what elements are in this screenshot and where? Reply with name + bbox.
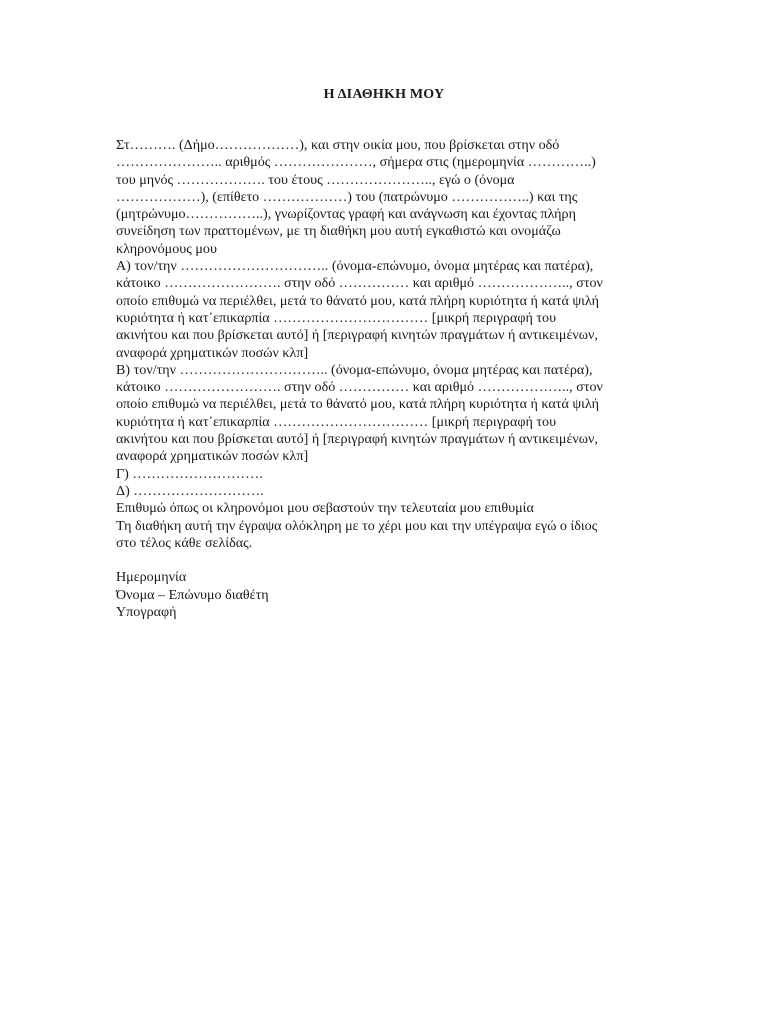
body-line: Στ………. (Δήμο………………), και στην οικία μου, που βρίσκεται στην οδό	[116, 137, 560, 153]
body-line: ακινήτου και που βρίσκεται αυτό] ή [περιγραφή κινητών πραγμάτων ή αντικειμένων,	[116, 431, 598, 448]
body-line: κυριότητα ή κατ᾽επικαρπία …………………………… [μικρή περιγραφή του	[116, 309, 557, 326]
date-label: Ημερομηνία	[116, 569, 187, 586]
spacer	[116, 552, 656, 569]
heir-b-line: Β) τον/την ………………………….. (όνομα-επώνυμο, όνομα μητέρας και πατέρα),	[116, 361, 593, 378]
document-title: Η ΔΙΑΘΗΚΗ ΜΟΥ	[323, 87, 445, 102]
body-line: κυριότητα ή κατ᾽επικαρπία …………………………… [μικρή περιγραφή του	[116, 413, 557, 430]
body-line: ακινήτου και που βρίσκεται αυτό] ή [περιγραφή κινητών πραγμάτων ή αντικειμένων,	[116, 327, 598, 344]
body-line: αναφορά χρηματικών ποσών κλπ]	[116, 448, 309, 465]
body-line: κάτοικο ……………………. στην οδό …………… και αριθμό ……………….., στον	[116, 275, 603, 292]
document-body	[116, 137, 656, 621]
body-line: του μηνός ………………. του έτους ………………….., εγώ ο (όνομα	[116, 171, 515, 188]
body-line: ………………), (επίθετο ………………) του (πατρώνυμο ……………..) και της	[116, 188, 578, 205]
body-line: κάτοικο ……………………. στην οδό …………… και αριθμό ……………….., στον	[116, 379, 603, 396]
body-line: οποίο επιθυμώ να περιέλθει, μετά το θάνατό μου, κατά πλήρη κυριότητα ή κατά ψιλή	[116, 292, 600, 309]
heir-d-line: Δ) ……………………….	[116, 482, 264, 499]
body-line: οποίο επιθυμώ να περιέλθει, μετά το θάνατό μου, κατά πλήρη κυριότητα ή κατά ψιλή	[116, 396, 600, 413]
body-line: Επιθυμώ όπως οι κληρονόμοι μου σεβαστούν την τελευταία μου επιθυμία	[116, 500, 534, 517]
heir-c-line: Γ) ……………………….	[116, 465, 263, 482]
body-line: συνείδηση των πραττομένων, με τη διαθήκη μου αυτή εγκαθιστώ και ονομάζω	[116, 223, 561, 240]
signature-label: Υπογραφή	[116, 604, 177, 621]
body-line: ………………….. αριθμός …………………, σήμερα στις (ημερομηνία …………..)	[116, 154, 596, 171]
body-line: στο τέλος κάθε σελίδας.	[116, 534, 253, 551]
testator-name-label: Όνομα – Επώνυμο διαθέτη	[116, 586, 269, 603]
body-line: κληρονόμους μου	[116, 240, 217, 257]
body-line: Τη διαθήκη αυτή την έγραψα ολόκληρη με το χέρι μου και την υπέγραψα εγώ ο ίδιος	[116, 517, 598, 534]
heir-a-line: Α) τον/την ………………………….. (όνομα-επώνυμο, όνομα μητέρας και πατέρα),	[116, 258, 594, 275]
body-line: αναφορά χρηματικών ποσών κλπ]	[116, 344, 309, 361]
body-line: (μητρώνυμο……………..), γνωρίζοντας γραφή και ανάγνωση και έχοντας πλήρη	[116, 206, 576, 223]
